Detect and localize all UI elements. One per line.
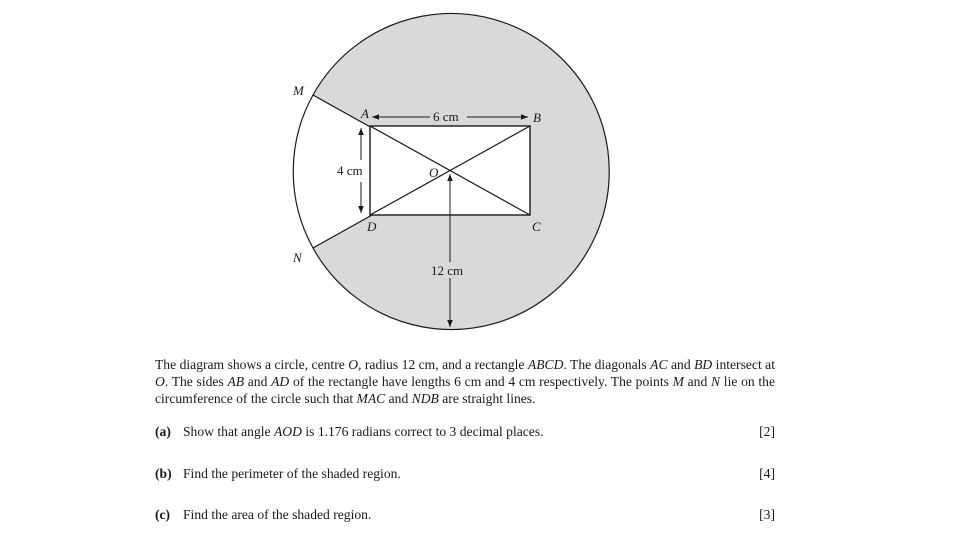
question-a-marks: [2] [759, 424, 775, 439]
label-m: M [293, 83, 304, 98]
intro-paragraph: The diagram shows a circle, centre O, radius 12 cm, and a rectangle ABCD. The diagonals AC and BD intersect at O. The sides AB and AD of the rectangle have lengths 6 cm and 4 cm respectively. The points M and N lie on the circumference of the circle such that MAC and NDB are straight lines. [155, 357, 775, 406]
label-b: B [533, 110, 541, 125]
arc-mn [293, 95, 313, 248]
question-c-marks: [3] [759, 507, 775, 522]
label-c: C [532, 219, 541, 234]
dimension-radius-label: 12 cm [431, 263, 464, 278]
label-n: N [293, 250, 302, 265]
question-b: (b) Find the perimeter of the shaded region. [4] [155, 466, 775, 481]
question-a: (a) Show that angle AOD is 1.176 radians correct to 3 decimal places. [2] [155, 424, 775, 439]
dimension-ad-label: 4 cm [337, 163, 363, 178]
question-c-label: (c) [155, 507, 171, 522]
question-b-label: (b) [155, 466, 172, 481]
label-a: A [361, 106, 369, 121]
question-c: (c) Find the area of the shaded region. [3] [155, 507, 775, 522]
label-o: O [429, 165, 439, 180]
question-a-label: (a) [155, 424, 171, 439]
dimension-ab-label: 6 cm [433, 109, 459, 124]
question-b-marks: [4] [759, 466, 775, 481]
question-text [155, 356, 775, 522]
label-d: D [367, 219, 377, 234]
